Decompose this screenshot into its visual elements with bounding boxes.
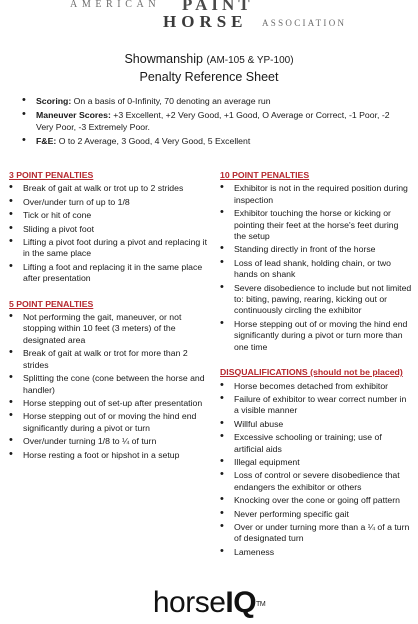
list-item: • Loss of control or severe disobedience that endangers the exhibitor or others (220, 470, 412, 493)
list-item: • Over/under turning 1/8 to ¼ of turn (9, 436, 209, 447)
three-point-list (9, 183, 209, 284)
logo-association-text: ASSOCIATION (262, 18, 347, 28)
scoring-item (22, 96, 408, 107)
ten-point-heading: 10 POINT PENALTIES (220, 170, 310, 180)
list-item: • Horse stepping out of or moving the hind end significantly during a pivot or turn (9, 411, 209, 434)
subtitle: Penalty Reference Sheet (139, 70, 279, 84)
list-item: • Sliding a pivot foot (9, 224, 209, 235)
scoring-item (22, 110, 408, 133)
list-item: • Horse becomes detached from exhibitor (220, 381, 412, 392)
footer-logo-iq: IQ (225, 586, 257, 619)
list-item: • Horse stepping out of or moving the hind end significantly during a pivot or turn more than one time (220, 319, 412, 353)
ten-point-list (220, 183, 412, 353)
list-item: • Failure of exhibitor to wear correct number in a visible manner (220, 394, 412, 417)
list-item: • Willful abuse (220, 419, 412, 430)
list-item: • Loss of lead shank, holding chain, or two hands on shank (220, 258, 412, 281)
list-item: • Knocking over the cone or going off pattern (220, 495, 412, 506)
five-point-list (9, 312, 209, 461)
scoring-item-text: +3 Excellent, +2 Very Good, +1 Good, O Average or Correct, -1 Poor, -2 Very Poor, -3 Extremely Poor. (36, 110, 390, 132)
list-item: • Standing directly in front of the horse (220, 244, 412, 255)
right-column (220, 170, 412, 566)
logo-paint-text: PAINT (182, 0, 254, 14)
scoring-item-text: O to 2 Average, 3 Good, 4 Very Good, 5 Excellent (56, 136, 251, 147)
scoring-item-label: Maneuver Scores: (36, 110, 111, 121)
three-point-heading: 3 POINT PENALTIES (9, 170, 94, 180)
title-codes: (AM-105 & YP-100) (206, 55, 294, 66)
list-item: • Tick or hit of cone (9, 210, 209, 221)
list-item: • Splitting the cone (cone between the horse and handler) (9, 373, 209, 396)
footer-logo-tm: TM (256, 601, 266, 608)
title-line (0, 52, 418, 66)
left-column (9, 170, 209, 469)
list-item: • Exhibitor is not in the required position during inspection (220, 183, 412, 206)
list-item: • Lifting a pivot foot during a pivot and replacing it in the same place (9, 237, 209, 260)
scoring-item (22, 136, 408, 147)
scoring-item-label: Scoring: (36, 96, 72, 106)
title-text: Showmanship (124, 52, 203, 66)
list-item: • Never performing specific gait (220, 509, 412, 520)
horseiq-logo (0, 588, 418, 618)
list-item: • Over or under turning more than a ¼ of a turn of designated turn (220, 522, 412, 545)
disqualifications-list (220, 381, 412, 559)
five-point-heading: 5 POINT PENALTIES (9, 298, 94, 309)
list-item: • Lifting a foot and replacing it in the same place after presentation (9, 262, 209, 285)
list-item: • Over/under turn of up to 1/8 (9, 197, 209, 208)
scoring-item-label: F&E: (36, 136, 57, 147)
page-title (0, 52, 418, 84)
list-item: • Excessive schooling or training; use of artificial aids (220, 432, 412, 455)
scoring-list (22, 96, 408, 151)
logo-horse-text: HORSE (163, 12, 248, 31)
disqualifications-heading: DISQUALIFICATIONS (should not be placed) (220, 367, 403, 378)
list-item: • Horse resting a foot or hipshot in a setup (9, 450, 209, 461)
footer-logo-horse: horse (152, 586, 226, 619)
list-item: • Severe disobedience to include but not limited to: biting, pawing, rearing, kicking out or continuously circling the exhibitor (220, 283, 412, 317)
apha-logo (0, 0, 418, 34)
list-item: • Exhibitor touching the horse or kicking or pointing their feet at the horse's feet during the setup (220, 208, 412, 242)
scoring-item-text: On a basis of 0-Infinity, 70 denoting an average run (71, 96, 271, 106)
list-item: • Break of gait at walk or trot up to 2 strides (9, 183, 209, 194)
list-item: • Not performing the gait, maneuver, or not stopping within 10 feet (3 meters) of the designated area (9, 312, 209, 346)
logo-american-text: AMERICAN (70, 0, 161, 10)
list-item: • Illegal equipment (220, 457, 412, 468)
list-item: • Break of gait at walk or trot for more than 2 strides (9, 348, 209, 371)
list-item: • Lameness (220, 547, 412, 558)
list-item: • Horse stepping out of set-up after presentation (9, 398, 209, 409)
